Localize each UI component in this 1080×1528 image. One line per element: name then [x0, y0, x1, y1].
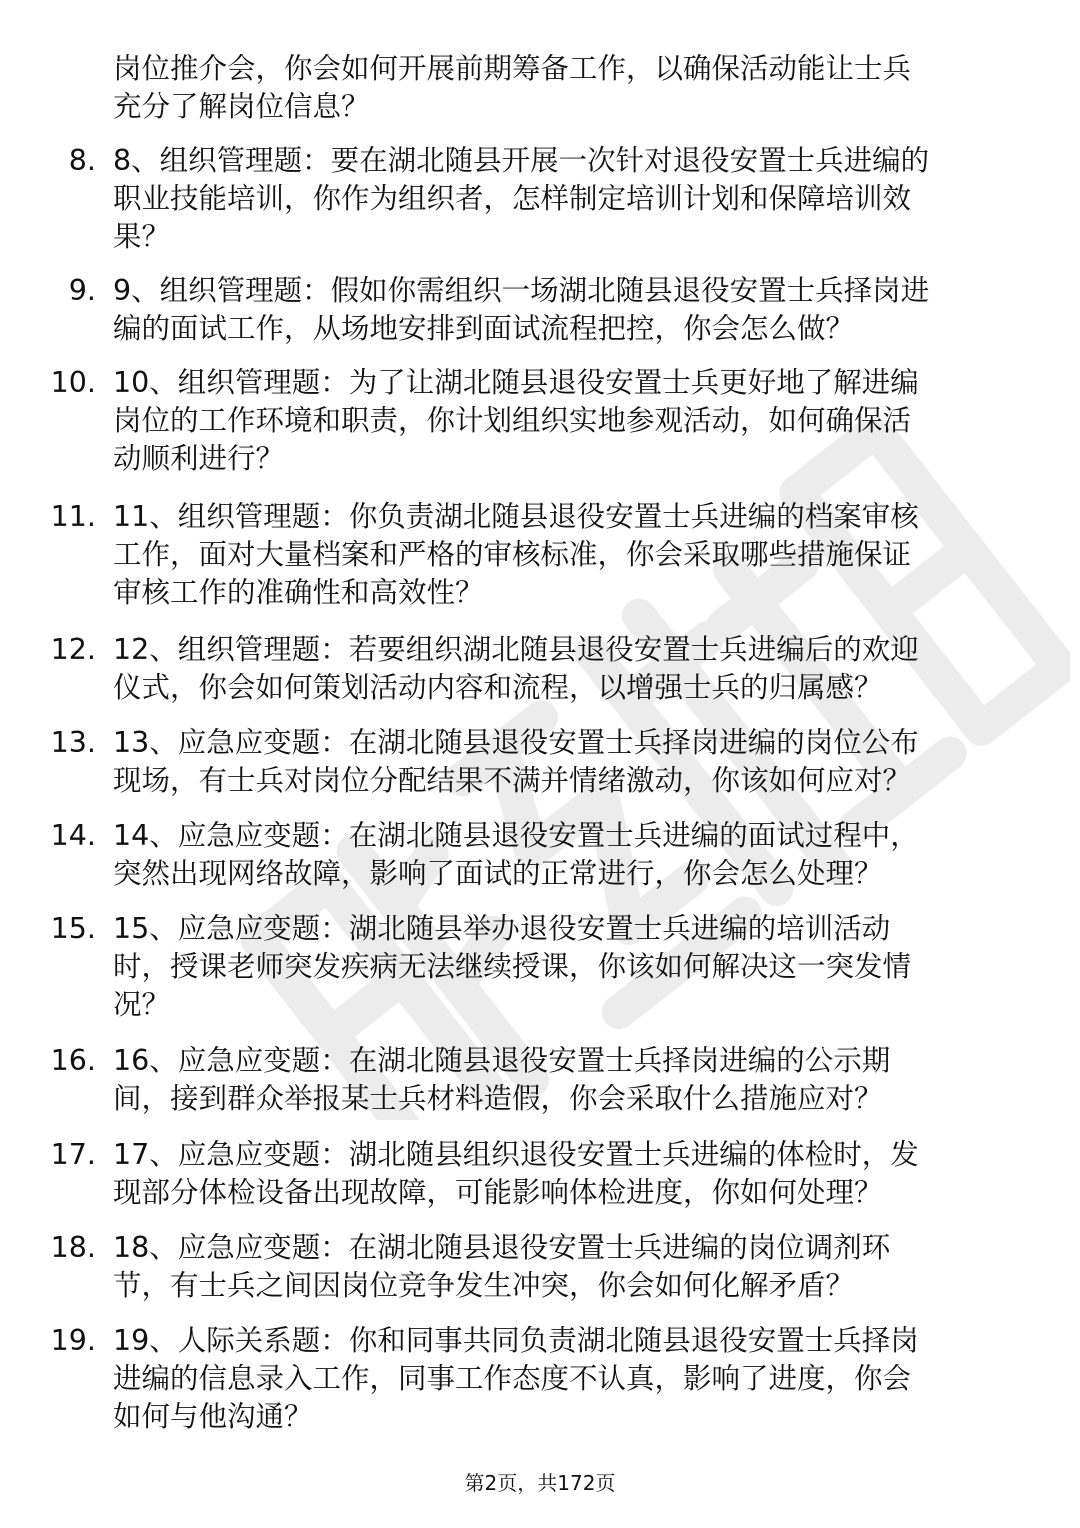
item-line: 职业技能培训，你作为组织者，怎样制定培训计划和保障培训效 — [113, 182, 912, 215]
item-text — [113, 498, 1033, 612]
item-line: 18、应急应变题：在湖北随县退役安置士兵进编的岗位调剂环 — [113, 1231, 891, 1264]
item-number: 12. — [50, 633, 96, 666]
item-line: 动顺利进行？ — [113, 442, 285, 475]
item-text — [113, 364, 1033, 478]
item-text — [113, 817, 1033, 893]
item-line: 14、应急应变题：在湖北随县退役安置士兵进编的面试过程中， — [113, 819, 919, 852]
item-line: 9、组织管理题：假如你需组织一场湖北随县退役安置士兵择岗进 — [113, 274, 930, 307]
item-line: 8、组织管理题：要在湖北随县开展一次针对退役安置士兵进编的 — [113, 144, 930, 177]
item-line: 现部分体检设备出现故障，可能影响体检进度，你如何处理？ — [113, 1176, 883, 1209]
item-line: 突然出现网络故障，影响了面试的正常进行，你会怎么处理？ — [113, 857, 883, 890]
item-line: 现场，有士兵对岗位分配结果不满并情绪激动，你该如何应对？ — [113, 764, 912, 797]
item-line: 仪式，你会如何策划活动内容和流程，以增强士兵的归属感？ — [113, 671, 883, 704]
item-line: 17、应急应变题：湖北随县组织退役安置士兵进编的体检时，发 — [113, 1138, 919, 1171]
item-text — [113, 272, 1033, 348]
item-number: 19. — [50, 1324, 96, 1357]
item-line: 11、组织管理题：你负责湖北随县退役安置士兵进编的档案审核 — [113, 500, 919, 533]
item-line: 审核工作的准确性和高效性？ — [113, 576, 484, 609]
item-text — [113, 724, 1033, 800]
item-line: 12、组织管理题：若要组织湖北随县退役安置士兵进编后的欢迎 — [113, 633, 919, 666]
item-line: 编的面试工作，从场地安排到面试流程把控，你会怎么做？ — [113, 312, 855, 345]
continuation-line-1: 岗位推介会，你会如何开展前期筹备工作，以确保活动能让士兵 — [113, 52, 912, 85]
item-number: 11. — [50, 500, 96, 533]
item-line: 19、人际关系题：你和同事共同负责湖北随县退役安置士兵择岗 — [113, 1324, 919, 1357]
item-line: 岗位的工作环境和职责，你计划组织实地参观活动，如何确保活 — [113, 404, 912, 437]
item-number: 15. — [50, 912, 96, 945]
item-line: 15、应急应变题：湖北随县举办退役安置士兵进编的培训活动 — [113, 912, 891, 945]
item-number: 9. — [68, 274, 96, 307]
item-line: 况？ — [113, 988, 171, 1021]
item-line: 间，接到群众举报某士兵材料造假，你会采取什么措施应对？ — [113, 1082, 883, 1115]
item-line: 节，有士兵之间因岗位竞争发生冲突，你会如何化解矛盾？ — [113, 1269, 855, 1302]
item-number: 10. — [50, 366, 96, 399]
item-line: 时，授课老师突发疾病无法继续授课，你该如何解决这一突发情 — [113, 950, 912, 983]
item-number: 8. — [68, 144, 96, 177]
item-line: 工作，面对大量档案和严格的审核标准，你会采取哪些措施保证 — [113, 538, 912, 571]
item-text — [113, 910, 1033, 1024]
item-text — [113, 1042, 1033, 1118]
item-number: 18. — [50, 1231, 96, 1264]
item-text — [113, 1322, 1033, 1436]
item-number: 17. — [50, 1138, 96, 1171]
item-line: 13、应急应变题：在湖北随县退役安置士兵择岗进编的岗位公布 — [113, 726, 919, 759]
item-line: 16、应急应变题：在湖北随县退役安置士兵择岗进编的公示期 — [113, 1044, 891, 1077]
item-number: 16. — [50, 1044, 96, 1077]
item-line: 进编的信息录入工作，同事工作态度不认真，影响了进度，你会 — [113, 1362, 912, 1395]
item-text — [113, 142, 1033, 256]
continuation-line-2: 充分了解岗位信息？ — [113, 90, 370, 123]
item-number: 13. — [50, 726, 96, 759]
item-text — [113, 631, 1033, 707]
item-line: 10、组织管理题：为了让湖北随县退役安置士兵更好地了解进编 — [113, 366, 919, 399]
item-line: 如何与他沟通？ — [113, 1400, 313, 1433]
item-number: 14. — [50, 819, 96, 852]
item-line: 果？ — [113, 220, 171, 253]
item-text — [113, 1136, 1033, 1212]
item-text — [113, 1229, 1033, 1305]
page-footer: 第2页，共172页 — [464, 1471, 616, 1495]
